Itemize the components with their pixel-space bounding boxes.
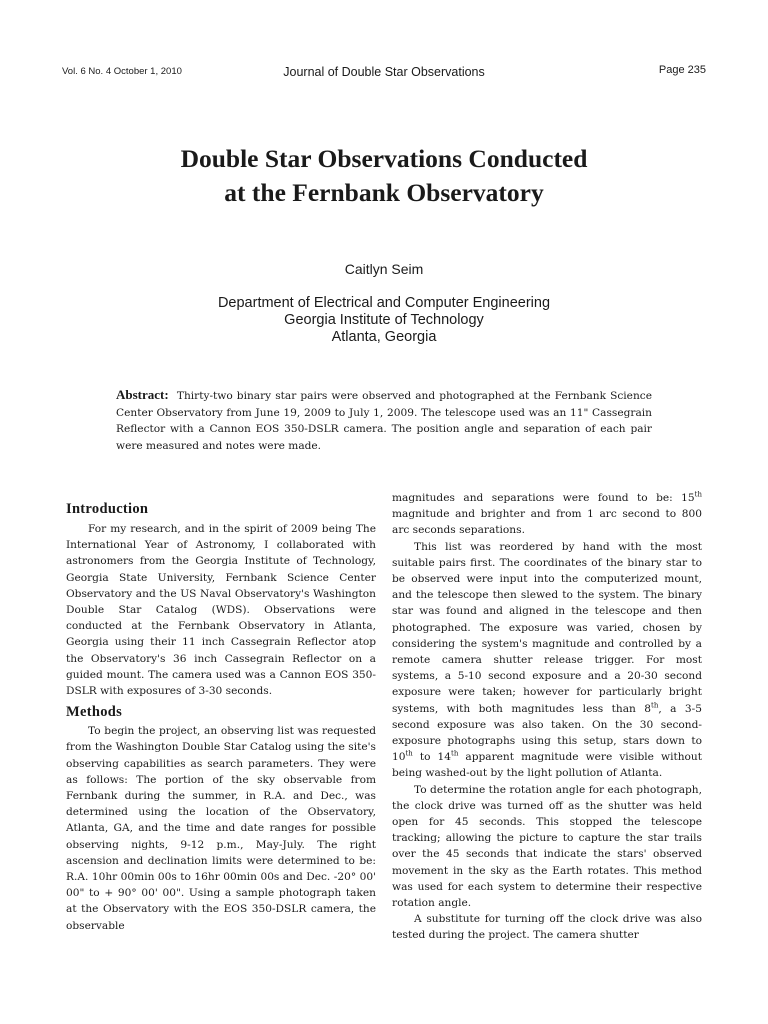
abstract-label: Abstract	[116, 387, 165, 402]
methods-paragraph-1-continued: magnitudes and separations were found to be: 15th magnitude and brighter and from 1 arc second to 800 arc seconds separations.	[392, 490, 702, 537]
methods-paragraph-1: To begin the project, an observing list was requested from the Washington Double Star Catalog using the site's observing capabilities as search parameters. They were as follows: The portion of the sky observable from Fernbank during the summer, in R.A. and Dec., was determined using the location of the Observatory, Atlanta, GA, and the time and date ranges for possible observing nights, 9-12 p.m., May-July. The right ascension and declination limits were determined to be: R.A. 10hr 00min 00s to 16hr 00min 00s and Dec. -20° 00' 00" to + 90° 00' 00". Using a sample photograph taken at the Observatory with the EOS 350-DSLR camera, the observable	[66, 725, 376, 932]
paper-title	[0, 142, 768, 210]
methods-paragraph-3: To determine the rotation angle for each photograph, the clock drive was turned off as the shutter was held open for 45 seconds. This stopped the telescope tracking; allowing the picture to capture the star trails over the 45 seconds that indicate the stars' observed movement in the sky as the Earth rotates. This method was used for each system to determine their respective rotation angle.	[392, 783, 702, 910]
author: Caitlyn Seim	[344, 261, 424, 277]
abstract-text: Thirty-two binary star pairs were observed and photographed at the Fernbank Science Center Observatory from June 19, 2009 to July 1, 2009. The telescope used was an 11" Cassegrain Reflector with a Cannon EOS 350-DSLR camera. The position angle and separation of each pair were measured and notes were made.	[116, 390, 652, 452]
right-column	[392, 490, 702, 944]
affiliation-line-2: Georgia Institute of Technology	[284, 312, 484, 328]
header-volume: Vol. 6 No. 4 October 1, 2010	[62, 66, 182, 77]
affiliation	[0, 295, 768, 346]
left-column	[66, 500, 376, 934]
title-line-2: at the Fernbank Observatory	[224, 178, 544, 207]
header-journal: Journal of Double Star Observations	[283, 65, 485, 79]
section-heading-methods: Methods	[66, 704, 123, 721]
introduction-paragraph: For my research, and in the spirit of 2009 being The International Year of Astronomy, I collaborated with astronomers from the Georgia Institute of Technology, Georgia State University, Fernbank Science Center Observatory and the US Naval Observatory's Washington Double Star Catalog (WDS). Observations were conducted at the Fernbank Observatory in Atlanta, Georgia using their 11 inch Cassegrain Reflector atop the Observatory's 36 inch Cassegrain Reflector on a guided mount. The camera used was a Cannon EOS 350-DSLR with exposures of 3-30 seconds.	[66, 523, 376, 698]
section-heading-introduction: Introduction	[66, 501, 149, 517]
affiliation-line-1: Department of Electrical and Computer Engineering	[217, 295, 551, 311]
title-line-1: Double Star Observations Conducted	[180, 144, 588, 173]
affiliation-line-3: Atlanta, Georgia	[331, 329, 437, 345]
methods-paragraph-4: A substitute for turning off the clock drive was also tested during the project. The camera shutter	[392, 913, 702, 942]
methods-paragraph-2: This list was reordered by hand with the most suitable pairs first. The coordinates of the binary star to be observed were input into the computerized mount, and the telescope then slewed to the system. The binary star was found and aligned in the telescope and then photographed. The exposure was varied, chosen by considering the system's magnitude and controlled by a remote camera shutter release trigger. For most systems, a 5-10 second exposure and a 20-30 second exposure were taken; however for particularly bright systems, with both magnitudes less than 8th, a 3-5 second exposure was also taken. On the 30 second-exposure photographs using this setup, stars down to 10th to 14th apparent magnitude were visible without being washed-out by the light pollution of Atlanta.	[392, 540, 702, 780]
abstract: Abstract: Thirty-two binary star pairs were observed and photographed at the Fernbank Science Center Observatory from June 19, 2009 to July 1, 2009. The telescope used was an 11" Cassegrain Reflector with a Cannon EOS 350-DSLR camera. The position angle and separation of each pair were measured and notes were made.	[116, 387, 652, 452]
header-page: Page 235	[658, 64, 706, 76]
